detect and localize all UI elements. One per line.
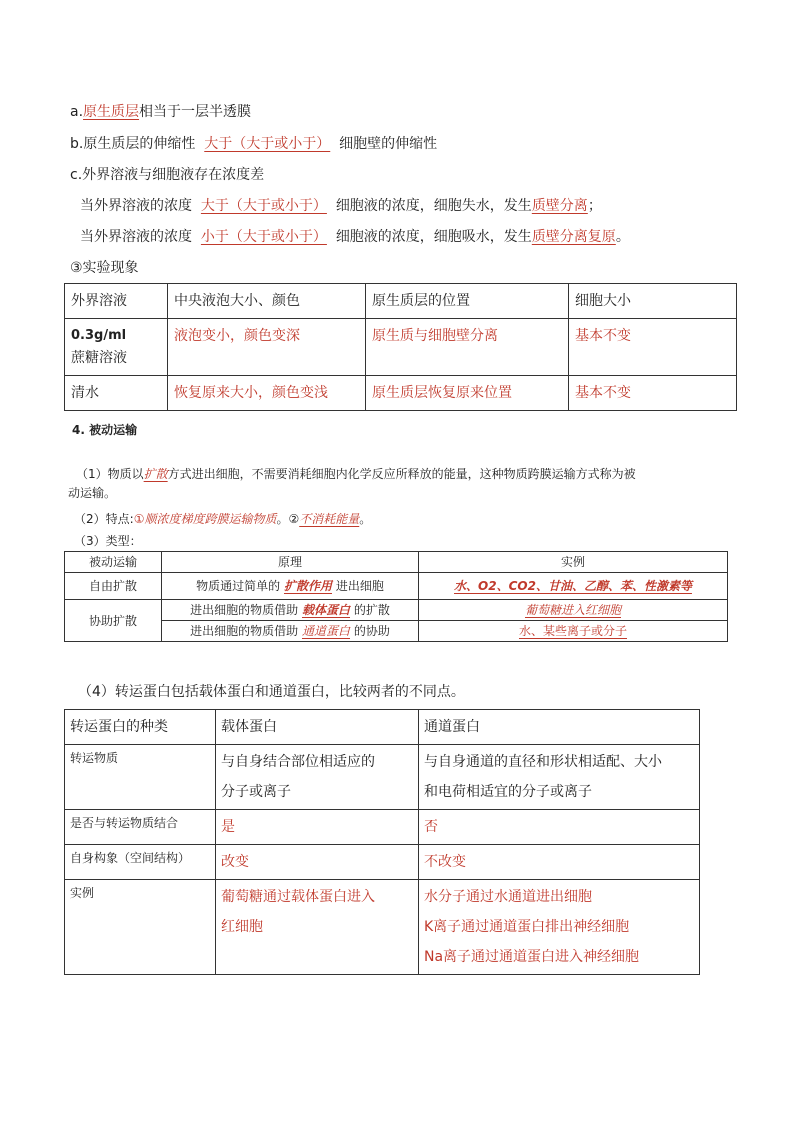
section-4-4-title: （4）转运蛋白包括载体蛋白和通道蛋白，比较两者的不同点。: [78, 684, 465, 700]
p1-text: （1）物质以: [76, 467, 144, 481]
table-row: [65, 810, 700, 845]
cell-line: 与自身结合部位相适应的: [221, 754, 375, 770]
line-c2-blank2: 质壁分离复原: [531, 229, 616, 245]
experiment-table: [64, 283, 737, 411]
table-cell: [162, 600, 419, 621]
table-cell: [216, 745, 419, 810]
line-c: [70, 165, 264, 185]
table-header-cell: 载体蛋白: [216, 710, 419, 745]
table-cell: 原生质层恢复原来位置: [366, 376, 569, 411]
table-cell: 水、O2、CO2、甘油、乙醇、苯、性激素等: [419, 573, 728, 600]
line-a-prefix: a.: [70, 104, 84, 120]
table-row: [65, 600, 728, 621]
table-cell: 自由扩散: [65, 573, 162, 600]
line-a: [70, 102, 251, 122]
cell-text: 的扩散: [353, 603, 390, 617]
cell-line: 分子或离子: [221, 784, 291, 800]
cell-text: 进出细胞的物质借助: [190, 603, 299, 617]
line-c2-blank: 小于（大于或小于）: [200, 229, 327, 245]
table-cell: 转运物质: [65, 745, 216, 810]
table-header-cell: 原理: [162, 552, 419, 573]
table-cell: 基本不变: [569, 319, 737, 376]
table-row: [65, 745, 700, 810]
table-header-cell: 原生质层的位置: [366, 284, 569, 319]
table-header-cell: 外界溶液: [65, 284, 168, 319]
table-cell: 原生质与细胞壁分离: [366, 319, 569, 376]
cell-line: 0.3g/ml: [71, 328, 127, 343]
line-b-suffix: 细胞壁的伸缩性: [339, 136, 438, 152]
p2-text: 。②: [276, 512, 300, 526]
table-header-cell: 中央液泡大小、颜色: [168, 284, 366, 319]
experiment-title-text: ③实验现象: [70, 260, 139, 276]
table-header-cell: 实例: [419, 552, 728, 573]
table-row: [65, 573, 728, 600]
table-cell: 改变: [216, 845, 419, 880]
line-a-suffix: 相当于一层半透膜: [139, 104, 252, 120]
line-c2: [80, 227, 630, 247]
cell-text: 进出细胞: [335, 579, 384, 593]
line-b-prefix: b.原生质层的伸缩性: [70, 136, 196, 152]
cell-blank: 扩散作用: [283, 579, 332, 593]
cell-blank: 通道蛋白: [301, 624, 350, 638]
p2-text: （2）特点:: [74, 512, 134, 526]
passive-transport-table: [64, 551, 728, 642]
cell-line: 和电荷相适宜的分子或离子: [424, 784, 592, 800]
table-cell: 恢复原来大小，颜色变浅: [168, 376, 366, 411]
table-cell: 基本不变: [569, 376, 737, 411]
cell-text: 的协助: [353, 624, 390, 638]
p2-blank: 不消耗能量: [299, 512, 360, 526]
cell-line: 与自身通道的直径和形状相适配、大小: [424, 754, 662, 770]
cell-line: Na离子通过通道蛋白进入神经细胞: [424, 949, 640, 965]
table-cell: 自身构象（空间结构）: [65, 845, 216, 880]
table-header-cell: 转运蛋白的种类: [65, 710, 216, 745]
cell-text: 进出细胞的物质借助: [190, 624, 299, 638]
line-c1-mid: 细胞液的浓度，细胞失水，发生: [335, 198, 532, 214]
cell-line: 蔗糖溶液: [71, 350, 127, 366]
table-header-row: [65, 552, 728, 573]
line-b-blank: 大于（大于或小于）: [204, 136, 331, 152]
table-cell: 协助扩散: [65, 600, 162, 642]
transport-protein-table: [64, 709, 700, 975]
line-c1-prefix: 当外界溶液的浓度: [80, 198, 192, 214]
table-row: [65, 319, 737, 376]
line-c1-blank2: 质壁分离: [531, 198, 588, 214]
table-cell: 葡萄糖进入红细胞: [419, 600, 728, 621]
table-row: [65, 880, 700, 975]
line-b: [70, 134, 437, 154]
cell-line: 水分子通过水通道进出细胞: [424, 889, 592, 905]
section-4-p1: [76, 465, 636, 483]
table-cell: [419, 880, 700, 975]
section-4-p2: [74, 510, 371, 528]
cell-line: 葡萄糖通过载体蛋白进入: [221, 889, 375, 905]
line-c1: [80, 196, 602, 216]
table-header-cell: 通道蛋白: [419, 710, 700, 745]
table-cell: 是否与转运物质结合: [65, 810, 216, 845]
table-cell: [419, 745, 700, 810]
line-c2-end: 。: [615, 229, 630, 245]
p1-blank: 扩散: [143, 467, 168, 481]
line-c1-end: ；: [587, 198, 602, 214]
line-c2-mid: 细胞液的浓度，细胞吸水，发生: [335, 229, 532, 245]
table-row: [65, 376, 737, 411]
table-cell: [162, 573, 419, 600]
table-cell: [162, 621, 419, 642]
table-cell: 是: [216, 810, 419, 845]
line-c1-blank: 大于（大于或小于）: [200, 198, 327, 214]
table-cell: [216, 880, 419, 975]
section-4-p1-cont: 动运输。: [68, 486, 117, 500]
cell-blank: 载体蛋白: [301, 603, 350, 617]
table-row: [65, 845, 700, 880]
table-cell: 否: [419, 810, 700, 845]
table-cell: 水、某些离子或分子: [419, 621, 728, 642]
experiment-title: [70, 258, 139, 278]
table-row: [65, 621, 728, 642]
table-cell: 液泡变小，颜色变深: [168, 319, 366, 376]
line-a-blank: 原生质层: [83, 104, 140, 120]
table-cell: 清水: [65, 376, 168, 411]
table-header-row: [65, 710, 700, 745]
cell-text: 物质通过简单的: [196, 579, 281, 593]
cell-line: 红细胞: [221, 919, 263, 935]
section-4-p3: （3）类型：: [74, 534, 142, 548]
table-cell: 实例: [65, 880, 216, 975]
table-header-cell: 细胞大小: [569, 284, 737, 319]
table-header-cell: 被动运输: [65, 552, 162, 573]
section-4-title: 4. 被动运输: [72, 423, 138, 437]
p2-blank: ①顺浓度梯度跨膜运输物质: [133, 512, 277, 526]
p2-text: 。: [359, 512, 372, 526]
table-cell: 不改变: [419, 845, 700, 880]
cell-line: K离子通过通道蛋白排出神经细胞: [424, 919, 630, 935]
line-c-text: c.外界溶液与细胞液存在浓度差: [70, 167, 265, 183]
p1-text: 方式进出细胞，不需要消耗细胞内化学反应所释放的能量，这种物质跨膜运输方式称为被: [167, 467, 636, 481]
line-c2-prefix: 当外界溶液的浓度: [80, 229, 192, 245]
table-header-row: [65, 284, 737, 319]
table-cell: [65, 319, 168, 376]
